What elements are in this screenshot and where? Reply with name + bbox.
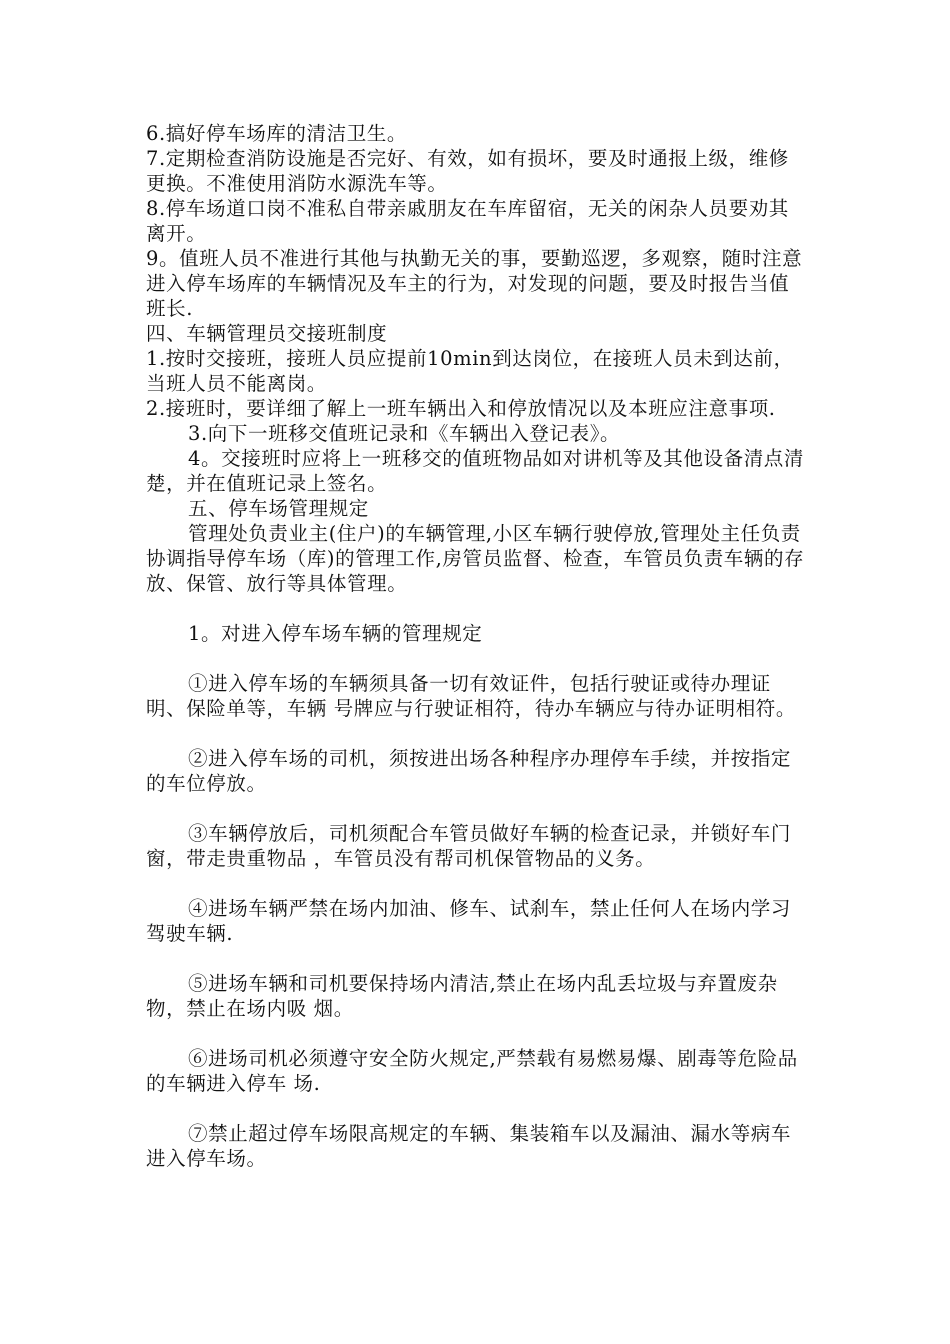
rule-item: ②进入停车场的司机，须按进出场各种程序办理停车手续，并按指定的车位停放。 bbox=[146, 747, 792, 795]
list-item: 9。值班人员不准进行其他与执勤无关的事，要勤巡逻，多观察，随时注意进入停车场库的车辆情况及车主的行为，对发现的问题，要及时报告当值班长. bbox=[146, 247, 803, 320]
list-item: 4。交接班时应将上一班移交的值班物品如对讲机等及其他设备清点清楚，并在值班记录上签名。 bbox=[146, 447, 805, 495]
list-item: 3.向下一班移交值班记录和《车辆出入登记表》。 bbox=[188, 422, 621, 445]
list-item: 8.停车场道口岗不准私自带亲戚朋友在车库留宿，无关的闲杂人员要劝其离开。 bbox=[146, 197, 789, 245]
list-item: 6.搞好停车场库的清洁卫生。 bbox=[146, 122, 408, 145]
paragraph: 管理处负责业主(住户)的车辆管理,小区车辆行驶停放,管理处主任负责协调指导停车场（库)的管理工作,房管员监督、检查，车管员负责车辆的存放、保管、放行等具体管理。 bbox=[146, 522, 805, 595]
rule-item: ⑥进场司机必须遵守安全防火规定,严禁载有易燃易爆、剧毒等危险品的车辆进入停车 场. bbox=[146, 1047, 798, 1095]
rule-item: ⑤进场车辆和司机要保持场内清洁,禁止在场内乱丢垃圾与弃置废杂物，禁止在场内吸 烟。 bbox=[146, 972, 778, 1020]
list-item: 7.定期检查消防设施是否完好、有效，如有损坏，要及时通报上级，维修更换。不准使用消防水源洗车等。 bbox=[146, 147, 789, 195]
rule-item: ④进场车辆严禁在场内加油、修车、试刹车，禁止任何人在场内学习驾驶车辆. bbox=[146, 897, 792, 945]
list-item: 2.接班时，要详细了解上一班车辆出入和停放情况以及本班应注意事项. bbox=[146, 397, 776, 420]
section-heading: 五、停车场管理规定 bbox=[188, 497, 369, 520]
rule-item: ⑦禁止超过停车场限高规定的车辆、集装箱车以及漏油、漏水等病车进入停车场。 bbox=[146, 1122, 792, 1170]
rule-item: ③车辆停放后，司机须配合车管员做好车辆的检查记录，并锁好车门窗，带走贵重物品 ，车管员没有帮司机保管物品的义务。 bbox=[146, 822, 792, 870]
document-body bbox=[146, 121, 806, 1171]
list-item: 1.按时交接班，接班人员应提前10min到达岗位，在接班人员未到达前，当班人员不能离岗。 bbox=[146, 347, 794, 395]
rule-item: ①进入停车场的车辆须具备一切有效证件，包括行驶证或待办理证明、保险单等，车辆 号牌应与行驶证相符，待办车辆应与待办证明相符。 bbox=[146, 672, 796, 720]
section-heading: 四、车辆管理员交接班制度 bbox=[146, 322, 388, 345]
subsection-heading: 1。对进入停车场车辆的管理规定 bbox=[188, 622, 483, 645]
